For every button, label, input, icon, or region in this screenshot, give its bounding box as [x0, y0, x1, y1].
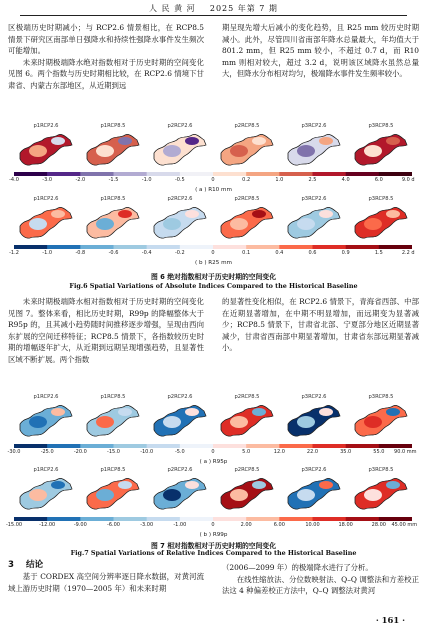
subplot-title: p1RCP8.5 — [100, 123, 126, 129]
subplot-title: p2RCP8.5 — [234, 123, 260, 129]
colorbar-tick-label: 1.0 — [275, 177, 284, 183]
basin-map-graphic — [284, 204, 344, 242]
colorbar-tick-label: -1.2 — [9, 250, 19, 256]
colorbar-tick-label: 0.2 — [242, 177, 251, 183]
subplot-title: p3RCP2.6 — [301, 394, 327, 400]
panel-caption-7b: ( b ) R99p — [199, 532, 228, 538]
colorbar-tick-label: -4.0 — [9, 177, 19, 183]
subplot-title: p1RCP8.5 — [100, 467, 126, 473]
colorbar-tick-label: 0 — [211, 250, 215, 256]
colorbar-segment — [114, 517, 147, 521]
colorbar-tick-label: -0.6 — [108, 250, 119, 256]
colorbar-tick-label: 22.0 — [306, 449, 319, 455]
subplot-map — [150, 467, 210, 513]
basin-map-graphic — [351, 402, 411, 440]
basin-map-graphic — [150, 204, 210, 242]
colorbar-tick-label: -30.0 — [7, 449, 21, 455]
colorbar-segment — [80, 245, 113, 249]
basin-map-graphic — [16, 131, 76, 169]
colorbar-segment — [47, 172, 80, 176]
top-left-column — [8, 22, 204, 92]
subplot-title: p3RCP2.6 — [301, 467, 327, 473]
colorbar-7a — [14, 444, 412, 448]
figure-6-caption-cn: 图 6 绝对指数相对于历史时期的空间变化 — [150, 273, 276, 281]
subplot-map — [284, 394, 344, 440]
colorbar-tick-label: -1.0 — [141, 177, 152, 183]
paragraph: 在线性缩放法、分位数映射法、Q–Q 调整法和方差校正法这 4 种偏差校正方法中，Q–Q 调整法对黄河 — [222, 574, 419, 596]
colorbar-tick-label: 2.5 — [308, 177, 317, 183]
colorbar-tick-label: -15.00 — [5, 522, 23, 528]
colorbar-tick-label: -0.5 — [174, 177, 185, 183]
colorbar-6a — [14, 172, 412, 176]
colorbar-segment — [47, 444, 80, 448]
colorbar-segment — [14, 245, 47, 249]
colorbar-tick-label: 1.5 — [374, 250, 383, 256]
subplot-map — [284, 123, 344, 169]
paragraph: 未来时期极端降水相对指数相对于历史时期的空间变化见图 7。整体来看，相比历史时期，R99p 的降幅整体大于 R95p 的，且其减小趋势随时间推移逐步增强，呈现由西向东扩展的空间迁移特征；RCP8.5 情景下，各指数较历史时期的增幅逐年扩大，从近期到远期呈现增强趋势，且显著性区域不断扩展。两个指数 — [8, 297, 204, 364]
subplot-title: p1RCP2.6 — [33, 394, 59, 400]
subplot-map — [83, 394, 143, 440]
colorbar-tick-label: 10.00 — [305, 522, 320, 528]
colorbar-tick-label: -6.00 — [107, 522, 120, 528]
map-row-6b — [8, 196, 418, 242]
paragraph: 未来时期极端降水绝对指数相对于历史时期的空间变化见图 6。两个指数与历史时期相比较，在 RCP2.6 情境下甘肃省、内蒙古东部地区，从近期到远 — [8, 57, 204, 90]
colorbar-segment — [147, 245, 180, 249]
colorbar-segment — [379, 172, 412, 176]
basin-map-graphic — [16, 402, 76, 440]
colorbar-tick-label: 6.0 — [374, 177, 383, 183]
subplot-title: p1RCP2.6 — [33, 123, 59, 129]
basin-map-graphic — [150, 475, 210, 513]
page-number: · 161 · — [375, 615, 405, 625]
colorbar-tick-label: -0.4 — [141, 250, 152, 256]
paragraph: 期呈现先增大后减小的变化趋势，且 R25 mm 较历史时期减小。此外，尽管四川省南部年降水总量最大，年均值大于 801.2 mm，但 R25 mm 较小，不超过 0.7 d，而 R10 mm 则相对较大，超过 3.2 d，说明该区域降水虽然总量大，但降水分布相对均匀，极端降水事件发生频率较小。 — [222, 23, 419, 79]
colorbar-labels-6a — [4, 177, 424, 185]
colorbar-segment — [346, 172, 379, 176]
figure-7-caption-en: Fig.7 Spatial Variations of Relative Indices Compared to the Historical Baseline — [70, 549, 357, 557]
colorbar-segment — [346, 444, 379, 448]
subplot-title: p3RCP8.5 — [368, 467, 394, 473]
journal-header — [0, 3, 427, 14]
colorbar-tick-label: -25.0 — [40, 449, 54, 455]
subplot-map — [150, 196, 210, 242]
colorbar-segment — [14, 444, 47, 448]
basin-map-graphic — [351, 131, 411, 169]
colorbar-segment — [47, 245, 80, 249]
subplot-map — [150, 123, 210, 169]
subplot-map — [16, 123, 76, 169]
basin-map-graphic — [83, 131, 143, 169]
colorbar-tick-label: 0.9 — [341, 250, 350, 256]
colorbar-segment — [47, 517, 80, 521]
colorbar-labels-7b — [4, 522, 424, 530]
basin-map-graphic — [284, 402, 344, 440]
colorbar-tick-label: -10.0 — [140, 449, 154, 455]
colorbar-segment — [379, 517, 412, 521]
colorbar-segment — [14, 517, 47, 521]
subplot-title: p1RCP2.6 — [33, 467, 59, 473]
section-number: 3 — [8, 560, 14, 570]
subplot-map — [284, 196, 344, 242]
colorbar-segment — [14, 172, 47, 176]
map-row-7b — [8, 467, 418, 513]
mid-left-column — [8, 296, 204, 366]
colorbar-tick-label: -3.00 — [140, 522, 154, 528]
colorbar-tick-label: -1.0 — [42, 250, 53, 256]
panel-caption-6b: ( b ) R25 mm — [195, 260, 232, 266]
paragraph: 的显著性变化相似，在 RCP2.6 情景下，青海省西部、中部在近期显著增加，在中期不明显增加，而远期变为显著减少；RCP8.5 情景下，甘肃省北部、宁夏部分地区近期显著减少，甘肃省西南部中期显著增加，甘肃省东部远期显著减小。 — [222, 297, 419, 353]
figure-6-caption-en: Fig.6 Spatial Variations of Absolute Indices Compared to the Historical Baseline — [69, 282, 358, 290]
basin-map-graphic — [284, 475, 344, 513]
subplot-title: p2RCP8.5 — [234, 394, 260, 400]
colorbar-segment — [313, 444, 346, 448]
paragraph: （2006—2099 年）的极端降水进行了分析。 — [222, 563, 373, 572]
colorbar-tick-label: -12.00 — [39, 522, 56, 528]
subplot-map — [217, 394, 277, 440]
header-rule — [20, 15, 407, 16]
basin-map-graphic — [217, 475, 277, 513]
colorbar-tick-label: -2.0 — [75, 177, 86, 183]
figure-7-caption-cn: 图 7 相对指数相对于历史时期的空间变化 — [150, 542, 276, 550]
colorbar-segment — [80, 444, 113, 448]
subplot-title: p1RCP2.6 — [33, 196, 59, 202]
colorbar-tick-label: 4.0 — [341, 177, 350, 183]
subplot-map — [217, 123, 277, 169]
colorbar-tick-label: 0 — [211, 177, 215, 183]
colorbar-labels-7a — [4, 449, 424, 457]
subplot-title: p2RCP8.5 — [234, 196, 260, 202]
subplot-title: p2RCP2.6 — [167, 467, 193, 473]
colorbar-segment — [114, 245, 147, 249]
panel-caption-7a: ( a ) R95p — [199, 459, 228, 465]
basin-map-graphic — [351, 475, 411, 513]
section-heading — [8, 558, 43, 570]
subplot-map — [217, 467, 277, 513]
subplot-title: p1RCP8.5 — [100, 196, 126, 202]
colorbar-tick-label: 2.2 d — [401, 250, 415, 256]
colorbar-segment — [180, 245, 213, 249]
map-row-6a — [8, 123, 418, 169]
colorbar-segment — [180, 517, 213, 521]
colorbar-segment — [147, 172, 180, 176]
colorbar-tick-label: 0 — [211, 522, 215, 528]
basin-map-graphic — [83, 204, 143, 242]
colorbar-segment — [114, 444, 147, 448]
colorbar-tick-label: 2.00 — [240, 522, 252, 528]
subplot-map — [351, 467, 411, 513]
basin-map-graphic — [16, 204, 76, 242]
colorbar-tick-label: -9.00 — [73, 522, 87, 528]
colorbar-segment — [379, 245, 412, 249]
colorbar-segment — [114, 172, 147, 176]
journal-name: 人 民 黄 河 — [149, 4, 196, 13]
colorbar-tick-label: 0 — [211, 449, 215, 455]
colorbar-tick-label: 18.00 — [338, 522, 353, 528]
colorbar-segment — [279, 444, 312, 448]
subplot-map — [284, 467, 344, 513]
issue-label: 2025 年第 7 期 — [209, 4, 278, 13]
colorbar-tick-label: 35.0 — [340, 449, 352, 455]
subplot-map — [83, 467, 143, 513]
colorbar-tick-label: 9.0 d — [401, 177, 415, 183]
basin-map-graphic — [16, 475, 76, 513]
colorbar-segment — [246, 517, 279, 521]
colorbar-segment — [279, 517, 312, 521]
colorbar-7b — [14, 517, 412, 521]
colorbar-tick-label: 28.00 — [371, 522, 386, 528]
colorbar-tick-label: 0.6 — [308, 250, 317, 256]
subplot-title: p3RCP8.5 — [368, 123, 394, 129]
subplot-map — [351, 394, 411, 440]
subplot-map — [150, 394, 210, 440]
section-title: 结论 — [25, 560, 44, 570]
subplot-title: p2RCP2.6 — [167, 394, 193, 400]
basin-map-graphic — [217, 204, 277, 242]
colorbar-segment — [246, 444, 279, 448]
colorbar-segment — [279, 245, 312, 249]
colorbar-segment — [313, 245, 346, 249]
colorbar-tick-label: -1.00 — [173, 522, 187, 528]
colorbar-segment — [147, 444, 180, 448]
colorbar-segment — [213, 444, 246, 448]
colorbar-segment — [379, 444, 412, 448]
paragraph: 区极端历史时期减小；与 RCP2.6 情景相比，在 RCP8.5 情景下研究区南部单日强降水和持续性强降水事件发生频次可能增加。 — [8, 23, 204, 56]
colorbar-segment — [147, 517, 180, 521]
top-right-column — [222, 22, 419, 80]
colorbar-6b — [14, 245, 412, 249]
subplot-title: p3RCP2.6 — [301, 123, 327, 129]
subplot-map — [16, 394, 76, 440]
colorbar-segment — [80, 517, 113, 521]
basin-map-graphic — [217, 131, 277, 169]
map-row-7a — [8, 394, 418, 440]
colorbar-segment — [246, 172, 279, 176]
subplot-title: p2RCP2.6 — [167, 196, 193, 202]
colorbar-segment — [313, 172, 346, 176]
colorbar-tick-label: 45.00 mm — [391, 522, 418, 528]
colorbar-segment — [313, 517, 346, 521]
colorbar-tick-label: -1.5 — [108, 177, 119, 183]
subplot-map — [351, 123, 411, 169]
colorbar-segment — [213, 245, 246, 249]
colorbar-segment — [180, 444, 213, 448]
subplot-title: p3RCP2.6 — [301, 196, 327, 202]
subplot-map — [351, 196, 411, 242]
basin-map-graphic — [83, 475, 143, 513]
colorbar-segment — [213, 172, 246, 176]
bottom-right-column — [222, 562, 419, 597]
colorbar-tick-label: 6.00 — [273, 522, 285, 528]
subplot-map — [217, 196, 277, 242]
colorbar-segment — [346, 245, 379, 249]
bottom-left-column — [8, 571, 204, 594]
colorbar-segment — [246, 245, 279, 249]
subplot-map — [83, 123, 143, 169]
colorbar-segment — [80, 172, 113, 176]
subplot-title: p3RCP8.5 — [368, 196, 394, 202]
subplot-title: p2RCP2.6 — [167, 123, 193, 129]
basin-map-graphic — [284, 131, 344, 169]
subplot-map — [83, 196, 143, 242]
basin-map-graphic — [150, 402, 210, 440]
subplot-title: p1RCP8.5 — [100, 394, 126, 400]
basin-map-graphic — [83, 402, 143, 440]
colorbar-tick-label: 12.0 — [273, 449, 285, 455]
mid-right-column — [222, 296, 419, 354]
colorbar-tick-label: -0.8 — [75, 250, 86, 256]
colorbar-segment — [279, 172, 312, 176]
basin-map-graphic — [217, 402, 277, 440]
subplot-map — [16, 467, 76, 513]
colorbar-segment — [180, 172, 213, 176]
colorbar-segment — [213, 517, 246, 521]
colorbar-tick-label: 0.1 — [242, 250, 251, 256]
subplot-map — [16, 196, 76, 242]
subplot-title: p3RCP8.5 — [368, 394, 394, 400]
colorbar-tick-label: -15.0 — [107, 449, 120, 455]
basin-map-graphic — [351, 204, 411, 242]
colorbar-labels-6b — [4, 250, 424, 258]
colorbar-tick-label: 55.0 — [373, 449, 385, 455]
colorbar-tick-label: 90.0 mm — [394, 449, 417, 455]
subplot-title: p2RCP8.5 — [234, 467, 260, 473]
colorbar-tick-label: -3.0 — [42, 177, 53, 183]
panel-caption-6a: ( a ) R10 mm — [195, 187, 232, 193]
basin-map-graphic — [150, 131, 210, 169]
colorbar-tick-label: 5.0 — [242, 449, 251, 455]
colorbar-tick-label: 0.4 — [275, 250, 284, 256]
colorbar-tick-label: -5.0 — [174, 449, 185, 455]
colorbar-tick-label: -20.0 — [73, 449, 87, 455]
paragraph: 基于 CORDEX 高空间分辨率逐日降水数据，对黄河流域上游历史时期（1970—2005 年）和未来时期 — [8, 572, 204, 593]
colorbar-tick-label: -0.2 — [174, 250, 185, 256]
colorbar-segment — [346, 517, 379, 521]
